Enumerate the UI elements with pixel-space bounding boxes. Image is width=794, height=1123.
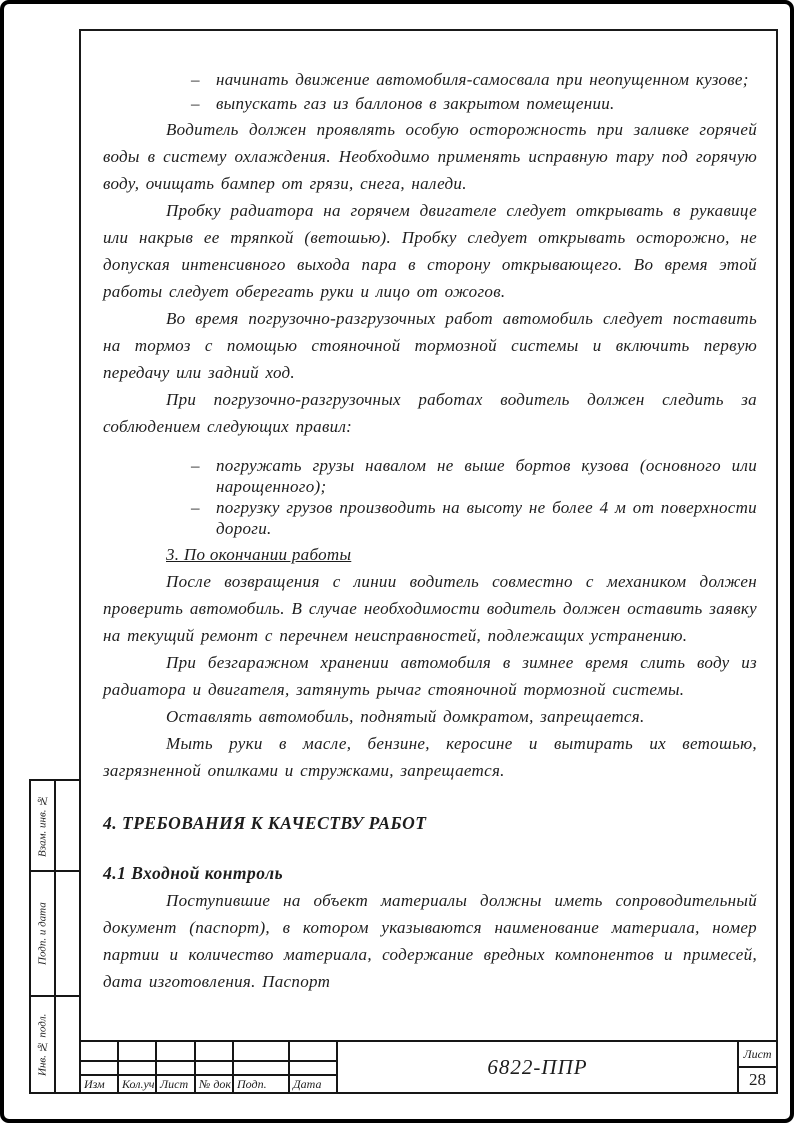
stamp-cell <box>234 1042 288 1062</box>
section-4-heading: 4. ТРЕБОВАНИЯ К КАЧЕСТВУ РАБОТ <box>103 813 427 833</box>
stamp-column-list <box>157 1042 196 1092</box>
list-item <box>103 455 757 497</box>
loading-rules-list <box>103 455 757 539</box>
stamp-cell <box>196 1042 232 1062</box>
section-quality-requirements <box>103 810 757 995</box>
paragraph-radiator-cap: Пробку радиатора на горячем двигателе следует открывать в рукавице или накрыв ее тряпкой (ветошью). Пробку следует открывать осторожно, не допуская интенсивного выхода пара в сторону открывающего. Во время этой работы следует оберегать руки и лицо от ожогов. <box>103 201 757 301</box>
stamp-cell <box>234 1062 288 1076</box>
sheet-cell <box>739 1042 776 1092</box>
dash-bullet: – <box>191 498 200 517</box>
title-block-columns <box>81 1042 338 1092</box>
sheet-label: Лист <box>739 1042 776 1068</box>
paragraph-winter-storage: При безгаражном хранении автомобиля в зимнее время слить воду из радиатора и двигателя, затянуть рычаг стояночной тормозной системы. <box>103 653 757 699</box>
stamp-column-label: № док <box>199 1076 231 1091</box>
list-item-text: начинать движение автомобиля-самосвала при неопущенном кузове; <box>216 70 749 89</box>
side-box-vzam-inv <box>29 779 81 872</box>
stamp-column-podp <box>234 1042 290 1092</box>
stamp-cell <box>196 1062 232 1076</box>
stamp-cell <box>157 1062 194 1076</box>
stamp-column-nodoc <box>196 1042 234 1092</box>
side-margin-boxes <box>29 779 81 1094</box>
title-block <box>79 1040 778 1094</box>
section-3-heading: 3. По окончании работы <box>166 545 352 564</box>
stamp-cell <box>157 1042 194 1062</box>
stamp-cell <box>119 1062 155 1076</box>
list-item <box>103 497 757 539</box>
dash-bullet: – <box>191 70 200 89</box>
stamp-column-label: Лист <box>160 1076 189 1091</box>
side-box-divider <box>54 997 56 1092</box>
stamp-cell <box>81 1042 117 1062</box>
paragraph-loading-rules-intro: При погрузочно-разгрузочных работах водитель должен следить за соблюдением следующих правил: <box>103 390 757 436</box>
paragraph-driver-caution: Водитель должен проявлять особую осторожность при заливке горячей воды в систему охлаждения. Необходимо применять исправную тару под горячую воду, очищать бампер от грязи, снега, наледи. <box>103 120 757 193</box>
section-safety-instructions <box>103 68 757 539</box>
stamp-column-label: Изм <box>84 1076 105 1091</box>
stamp-cell <box>290 1042 336 1062</box>
paragraph-after-return: После возвращения с линии водитель совместно с механиком должен проверить автомобиль. В случае необходимости водитель должен оставить заявку на текущий ремонт с перечнем неисправностей, подлежащих устранению. <box>103 572 757 645</box>
stamp-column-izm <box>81 1042 119 1092</box>
document-number: 6822-ППР <box>338 1042 739 1092</box>
stamp-column-label: Кол.уч <box>122 1076 155 1091</box>
side-box-divider <box>54 872 56 995</box>
side-box-label: Инв. № подл. <box>36 1013 49 1076</box>
side-box-podp-data <box>29 870 81 997</box>
list-item <box>103 92 757 116</box>
stamp-column-koluch <box>119 1042 157 1092</box>
paragraph-washing-hands: Мыть руки в масле, бензине, керосине и вытирать их ветошью, загрязненной опилками и стружками, запрещается. <box>103 734 757 780</box>
list-item-text: погружать грузы навалом не выше бортов кузова (основного или нарощенного); <box>216 456 757 496</box>
stamp-column-label: Подп. <box>237 1076 267 1091</box>
dash-bullet: – <box>191 94 200 113</box>
sheet-number: 28 <box>749 1070 766 1089</box>
list-item-text: погрузку грузов производить на высоту не более 4 м от поверхности дороги. <box>216 498 757 538</box>
list-item <box>103 68 757 92</box>
side-box-label: Подп. и дата <box>36 902 49 965</box>
paragraph-jack-prohibited: Оставлять автомобиль, поднятый домкратом, запрещается. <box>166 707 645 726</box>
stamp-column-data <box>290 1042 338 1092</box>
stamp-cell <box>290 1062 336 1076</box>
stamp-cell <box>119 1042 155 1062</box>
side-box-divider <box>54 781 56 870</box>
stamp-column-label: Дата <box>293 1076 322 1091</box>
section-4-1-heading: 4.1 Входной контроль <box>103 863 284 883</box>
side-box-label: Взам. инв. № <box>36 794 49 857</box>
paragraph-loading-brake: Во время погрузочно-разгрузочных работ автомобиль следует поставить на тормоз с помощью стояночной тормозной системы и включить первую передачу или задний ход. <box>103 309 757 382</box>
paragraph-incoming-control: Поступившие на объект материалы должны иметь сопроводительный документ (паспорт), в котором указываются наименование материала, номер партии и количество материала, содержание вредных компонентов и примесей, дата изготовления. Паспорт <box>103 891 757 991</box>
side-box-inv-podl <box>29 995 81 1094</box>
section-after-work <box>103 541 757 784</box>
stamp-cell <box>81 1062 117 1076</box>
dash-bullet: – <box>191 456 200 475</box>
list-item-text: выпускать газ из баллонов в закрытом помещении. <box>216 94 615 113</box>
